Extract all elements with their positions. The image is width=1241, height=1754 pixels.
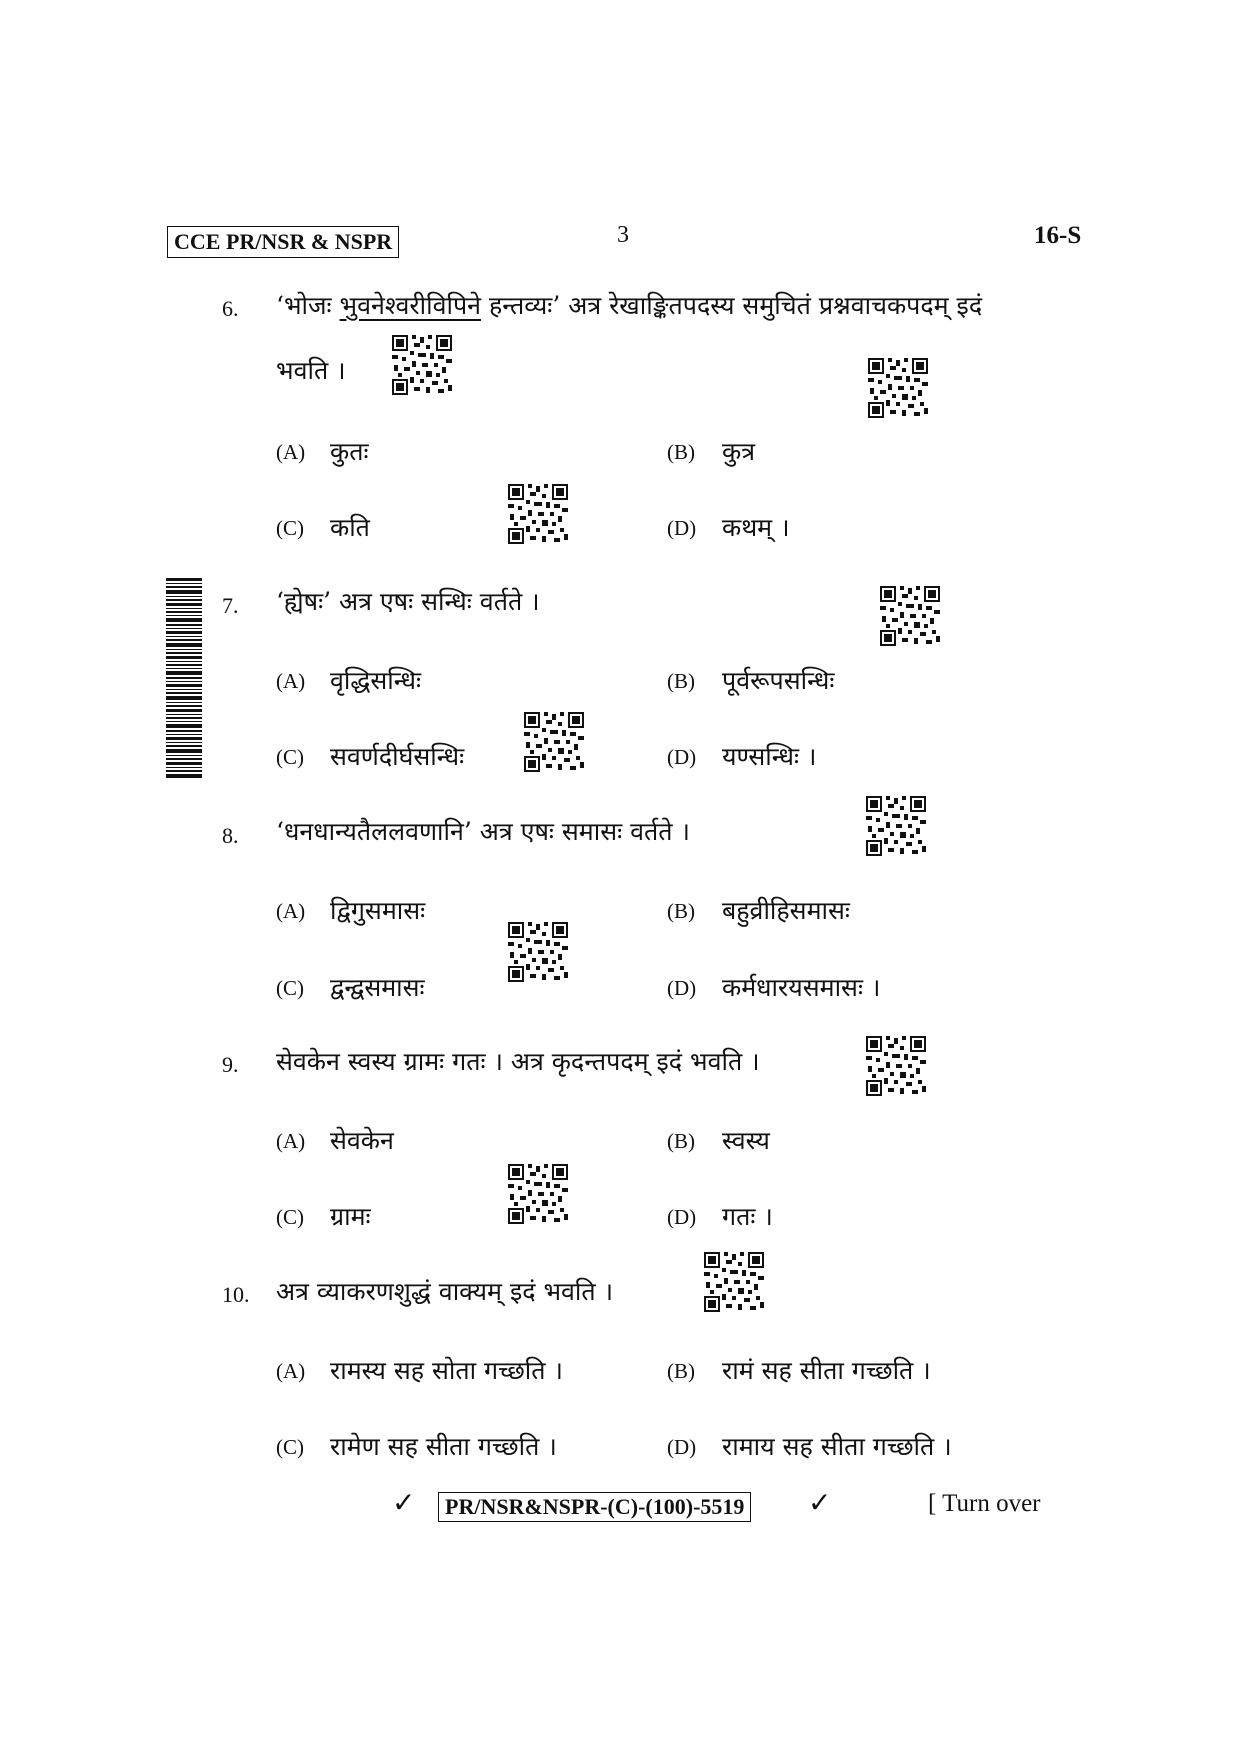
question-6-option-c-label: (C)	[276, 516, 304, 540]
question-10-option-b-label: (B)	[667, 1359, 695, 1383]
question-8-text: ‘धनधान्यतैललवणानि’ अत्र एषः समासः वर्तते ।	[276, 817, 690, 846]
question-9-text: सेवकेन स्वस्य ग्रामः गतः । अत्र कृदन्तपदम् इदं भवति ।	[276, 1047, 760, 1076]
question-7-option-b-label: (B)	[667, 669, 695, 693]
question-8-option-c-label: (C)	[276, 976, 304, 1000]
question-10-option-c-label: (C)	[276, 1435, 304, 1459]
qr-code	[508, 1164, 568, 1224]
question-9-option-d-text: गतः ।	[722, 1202, 773, 1231]
question-6-option-b-text: कुत्र	[722, 437, 756, 466]
question-8-number: 8.	[222, 823, 239, 848]
question-9-number: 9.	[222, 1052, 239, 1077]
question-7-number: 7.	[222, 593, 239, 618]
qr-code	[704, 1252, 764, 1312]
qr-code	[392, 335, 452, 395]
question-9-option-c-text: ग्रामः	[330, 1202, 371, 1231]
footer-paper-code: PR/NSR&NSPR-(C)-(100)-5519	[438, 1492, 751, 1522]
question-10-option-d-text: रामाय सह सीता गच्छति ।	[722, 1432, 952, 1461]
question-10-option-d-label: (D)	[667, 1435, 697, 1459]
barcode	[166, 578, 202, 778]
question-7-option-a-label: (A)	[276, 669, 306, 693]
question-6-text-line-1: ‘भोजः भुवनेश्वरीविपिने हन्तव्यः’ अत्र रेखाङ्कितपदस्य समुचितं प्रश्नवाचकपदम् इदं	[276, 291, 983, 320]
question-7-option-c-label: (C)	[276, 745, 304, 769]
question-8-option-b-label: (B)	[667, 899, 695, 923]
qr-code	[524, 712, 584, 772]
turn-over-note: [ Turn over	[928, 1490, 1041, 1517]
question-10-number: 10.	[222, 1282, 250, 1307]
question-6-underlined-word: भुवनेश्वरीविपिने	[339, 291, 482, 320]
question-8-option-c-text: द्वन्द्वसमासः	[330, 973, 425, 1002]
check-mark-icon: ✓	[392, 1486, 416, 1519]
qr-code	[508, 922, 568, 982]
question-7-option-b-text: पूर्वरूपसन्धिः	[722, 666, 835, 695]
question-9-option-b-text: स्वस्य	[722, 1126, 770, 1155]
qr-code	[868, 358, 928, 418]
question-10-option-a-text: रामस्य सह सोता गच्छति ।	[330, 1356, 563, 1385]
page-number: 3	[617, 222, 629, 248]
qr-code	[508, 484, 568, 544]
question-7-option-c-text: सवर्णदीर्घसन्धिः	[330, 742, 465, 771]
question-7-option-d-label: (D)	[667, 745, 697, 769]
question-10-option-c-text: रामेण सह सीता गच्छति ।	[330, 1432, 557, 1461]
qr-code	[880, 586, 940, 646]
check-mark-icon: ✓	[808, 1486, 832, 1519]
question-9-option-a-label: (A)	[276, 1129, 306, 1153]
question-6-option-c-text: कति	[330, 513, 370, 542]
question-7-option-d-text: यण्सन्धिः ।	[722, 742, 817, 771]
question-9-option-b-label: (B)	[667, 1129, 695, 1153]
question-6-number: 6.	[222, 296, 239, 321]
question-9-option-c-label: (C)	[276, 1205, 304, 1229]
question-10-option-a-label: (A)	[276, 1359, 306, 1383]
question-10-text: अत्र व्याकरणशुद्धं वाक्यम् इदं भवति ।	[276, 1277, 614, 1306]
question-8-option-a-text: द्विगुसमासः	[330, 896, 426, 925]
question-8-option-b-text: बहुव्रीहिसमासः	[722, 896, 850, 925]
question-6-option-d-text: कथम् ।	[722, 513, 790, 542]
question-6-option-a-text: कुतः	[330, 437, 369, 466]
question-6-option-a-label: (A)	[276, 440, 306, 464]
header-paper-code: CCE PR/NSR & NSPR	[167, 226, 399, 258]
question-8-option-a-label: (A)	[276, 899, 306, 923]
question-6-option-d-label: (D)	[667, 516, 697, 540]
qr-code	[866, 796, 926, 856]
question-set-code: 16-S	[1034, 222, 1082, 249]
question-8-option-d-label: (D)	[667, 976, 697, 1000]
question-7-text: ‘ह्येषः’ अत्र एषः सन्धिः वर्तते ।	[276, 587, 540, 616]
question-8-option-d-text: कर्मधारयसमासः ।	[722, 973, 881, 1002]
question-9-option-a-text: सेवकेन	[330, 1126, 394, 1155]
question-6-text-line-2: भवति ।	[276, 356, 346, 385]
question-10-option-b-text: रामं सह सीता गच्छति ।	[722, 1356, 931, 1385]
question-9-option-d-label: (D)	[667, 1205, 697, 1229]
question-7-option-a-text: वृद्धिसन्धिः	[330, 666, 422, 695]
question-6-option-b-label: (B)	[667, 440, 695, 464]
qr-code	[866, 1036, 926, 1096]
